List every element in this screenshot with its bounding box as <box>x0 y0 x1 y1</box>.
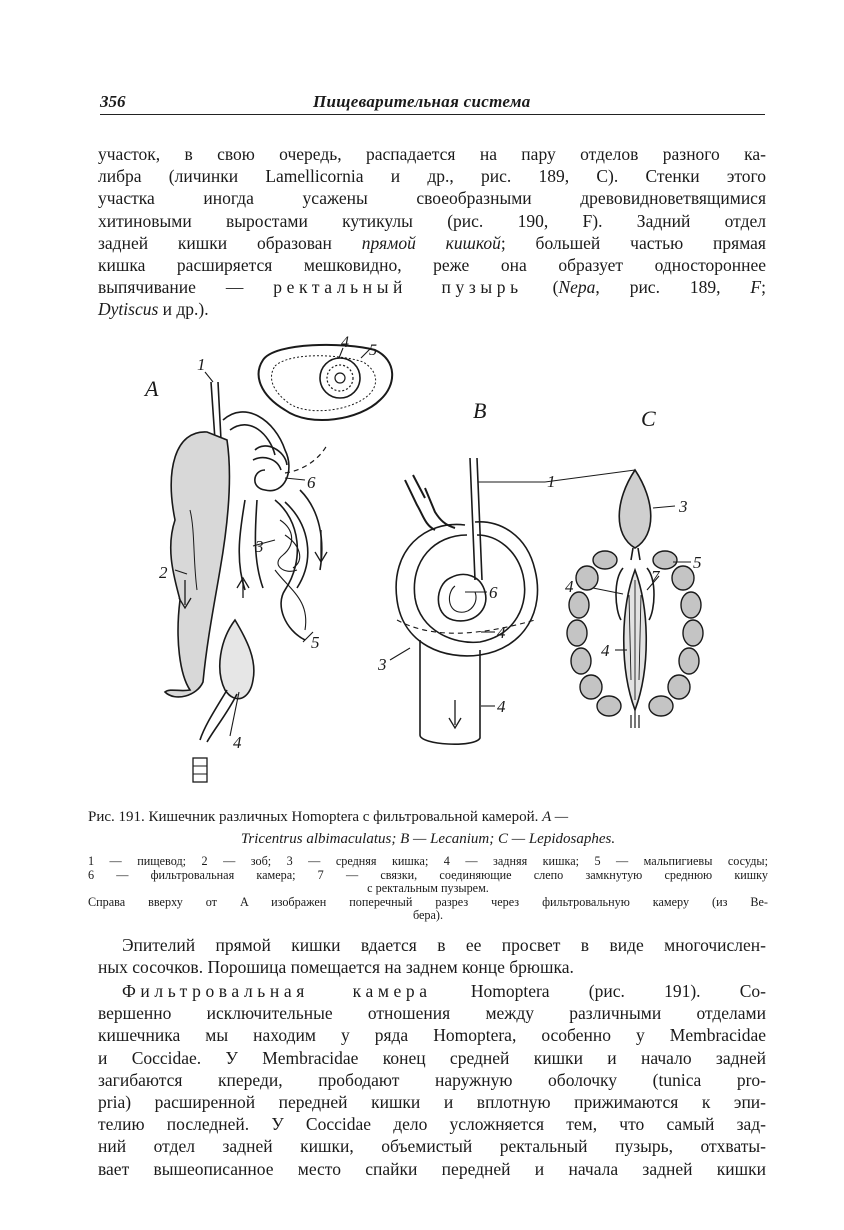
term-filter-chamber: Фильтровальная камера <box>122 981 432 1001</box>
caption-line: Рис. 191. Кишечник различных Homoptera с фильтровальной камерой. A — <box>88 809 569 825</box>
label-panel-a: A <box>145 376 159 401</box>
figure-191 <box>135 330 755 805</box>
intestine-illustration <box>135 330 755 805</box>
label-panel-c: C <box>641 406 656 431</box>
text-line: и Coccidae. У Membracidae конец средней кишки и начало задней <box>98 1047 766 1068</box>
text-line: ний отдел задней кишки, объемистый ректальный пузырь, отхваты- <box>98 1136 766 1157</box>
label-section-5: 5 <box>369 342 377 359</box>
label-b-4-lower: 4 <box>497 697 506 716</box>
caption-line: Tricentrus albimaculatus; B — Lecanium; C — Lepidosaphes. <box>240 831 616 848</box>
term-rectal-bladder: ректальный пузырь <box>273 277 523 298</box>
label-c-7: 7 <box>651 567 660 586</box>
legend-line: бера). <box>412 907 444 922</box>
figure-caption <box>88 808 768 922</box>
caption-legend <box>88 855 768 922</box>
label-a-6: 6 <box>307 473 316 492</box>
label-section-4: 4 <box>341 334 349 351</box>
label-b-3: 3 <box>378 655 387 674</box>
text-line: кишка расширяется мешковидно, реже она образует одностороннее <box>98 254 766 275</box>
label-c-4-lower: 4 <box>601 641 610 660</box>
text-line: участка иногда усажены своеобразными древовидноветвящимися <box>98 188 766 209</box>
label-a-2: 2 <box>159 563 168 582</box>
text-line: Dytiscus и др.). <box>98 299 209 320</box>
text-line: pria) расширенной передней кишки и вплотную прижимаются к эпи- <box>98 1091 766 1112</box>
label-b-6: 6 <box>489 583 498 602</box>
paragraph-1 <box>98 143 766 321</box>
label-a-5: 5 <box>311 633 320 652</box>
panel-a-drawing <box>165 382 327 782</box>
label-b-1: 1 <box>547 472 556 491</box>
page-number: 356 <box>100 92 126 111</box>
label-a-1: 1 <box>197 355 206 374</box>
text-line: выпячивание — ректальный пузырь (Nepa, рис. 189, F; <box>98 277 766 298</box>
paragraph-3 <box>98 980 766 1180</box>
panel-b-drawing <box>396 458 537 744</box>
text-line: телию последней. У Coccidae дело усложняется тем, что самый зад- <box>98 1114 766 1135</box>
text-line: вает вышеописанное место спайки передней и начала задней кишки <box>98 1158 766 1179</box>
text-line: хитиновыми выростами кутикулы (рис. 190, F). Задний отдел <box>98 210 766 231</box>
text-line: участок, в свою очередь, распадается на пару отделов разного ка- <box>98 144 766 164</box>
term-rectum: прямой кишкой <box>361 232 501 253</box>
text-line: либра (личинки Lamellicornia и др., рис. 189, C). Стенки этого <box>98 166 766 187</box>
running-head <box>100 92 765 115</box>
text-line: ных сосочков. Порошица помещается на заднем конце брюшка. <box>98 957 574 978</box>
paragraph-2 <box>98 934 766 978</box>
legend-line: 6 — фильтровальная камера; 7 — связки, соединяющие слепо замкнутую среднюю кишку <box>88 867 768 882</box>
text-line: Фильтровальная камера Homoptera (рис. 191). Со- <box>122 981 766 1001</box>
text-line: вершенно исключительные отношения между различными отделами <box>98 1003 766 1024</box>
label-c-4-left: 4 <box>565 577 574 596</box>
label-a-4: 4 <box>233 733 242 752</box>
legend-line: с ректальным пузырем. <box>367 881 489 896</box>
text-line: Эпителий прямой кишки вдается в ее просвет в виде многочислен- <box>122 935 766 955</box>
text-line: задней кишки образован прямой кишкой; большей частью прямая <box>98 232 766 253</box>
chapter-title: Пищеварительная система <box>313 92 531 111</box>
label-c-3: 3 <box>679 497 688 516</box>
label-c-5: 5 <box>693 553 702 572</box>
legend-line: 1 — пищевод; 2 — зоб; 3 — средняя кишка; 4 — задняя кишка; 5 — мальпигиевы сосуды; <box>88 854 768 869</box>
text-line: загибаются кпереди, прободают наружную оболочку (tunica pro- <box>98 1069 766 1090</box>
label-a-3: 3 <box>255 537 264 556</box>
text-line: кишечника мы находим у ряда Homoptera, особенно у Membracidae <box>98 1025 766 1046</box>
legend-line: Справа вверху от A изображен поперечный разрез через фильтровальную камеру (из Ве- <box>88 894 768 909</box>
label-panel-b: B <box>473 398 487 423</box>
label-b-4-upper: 4 <box>497 623 506 642</box>
